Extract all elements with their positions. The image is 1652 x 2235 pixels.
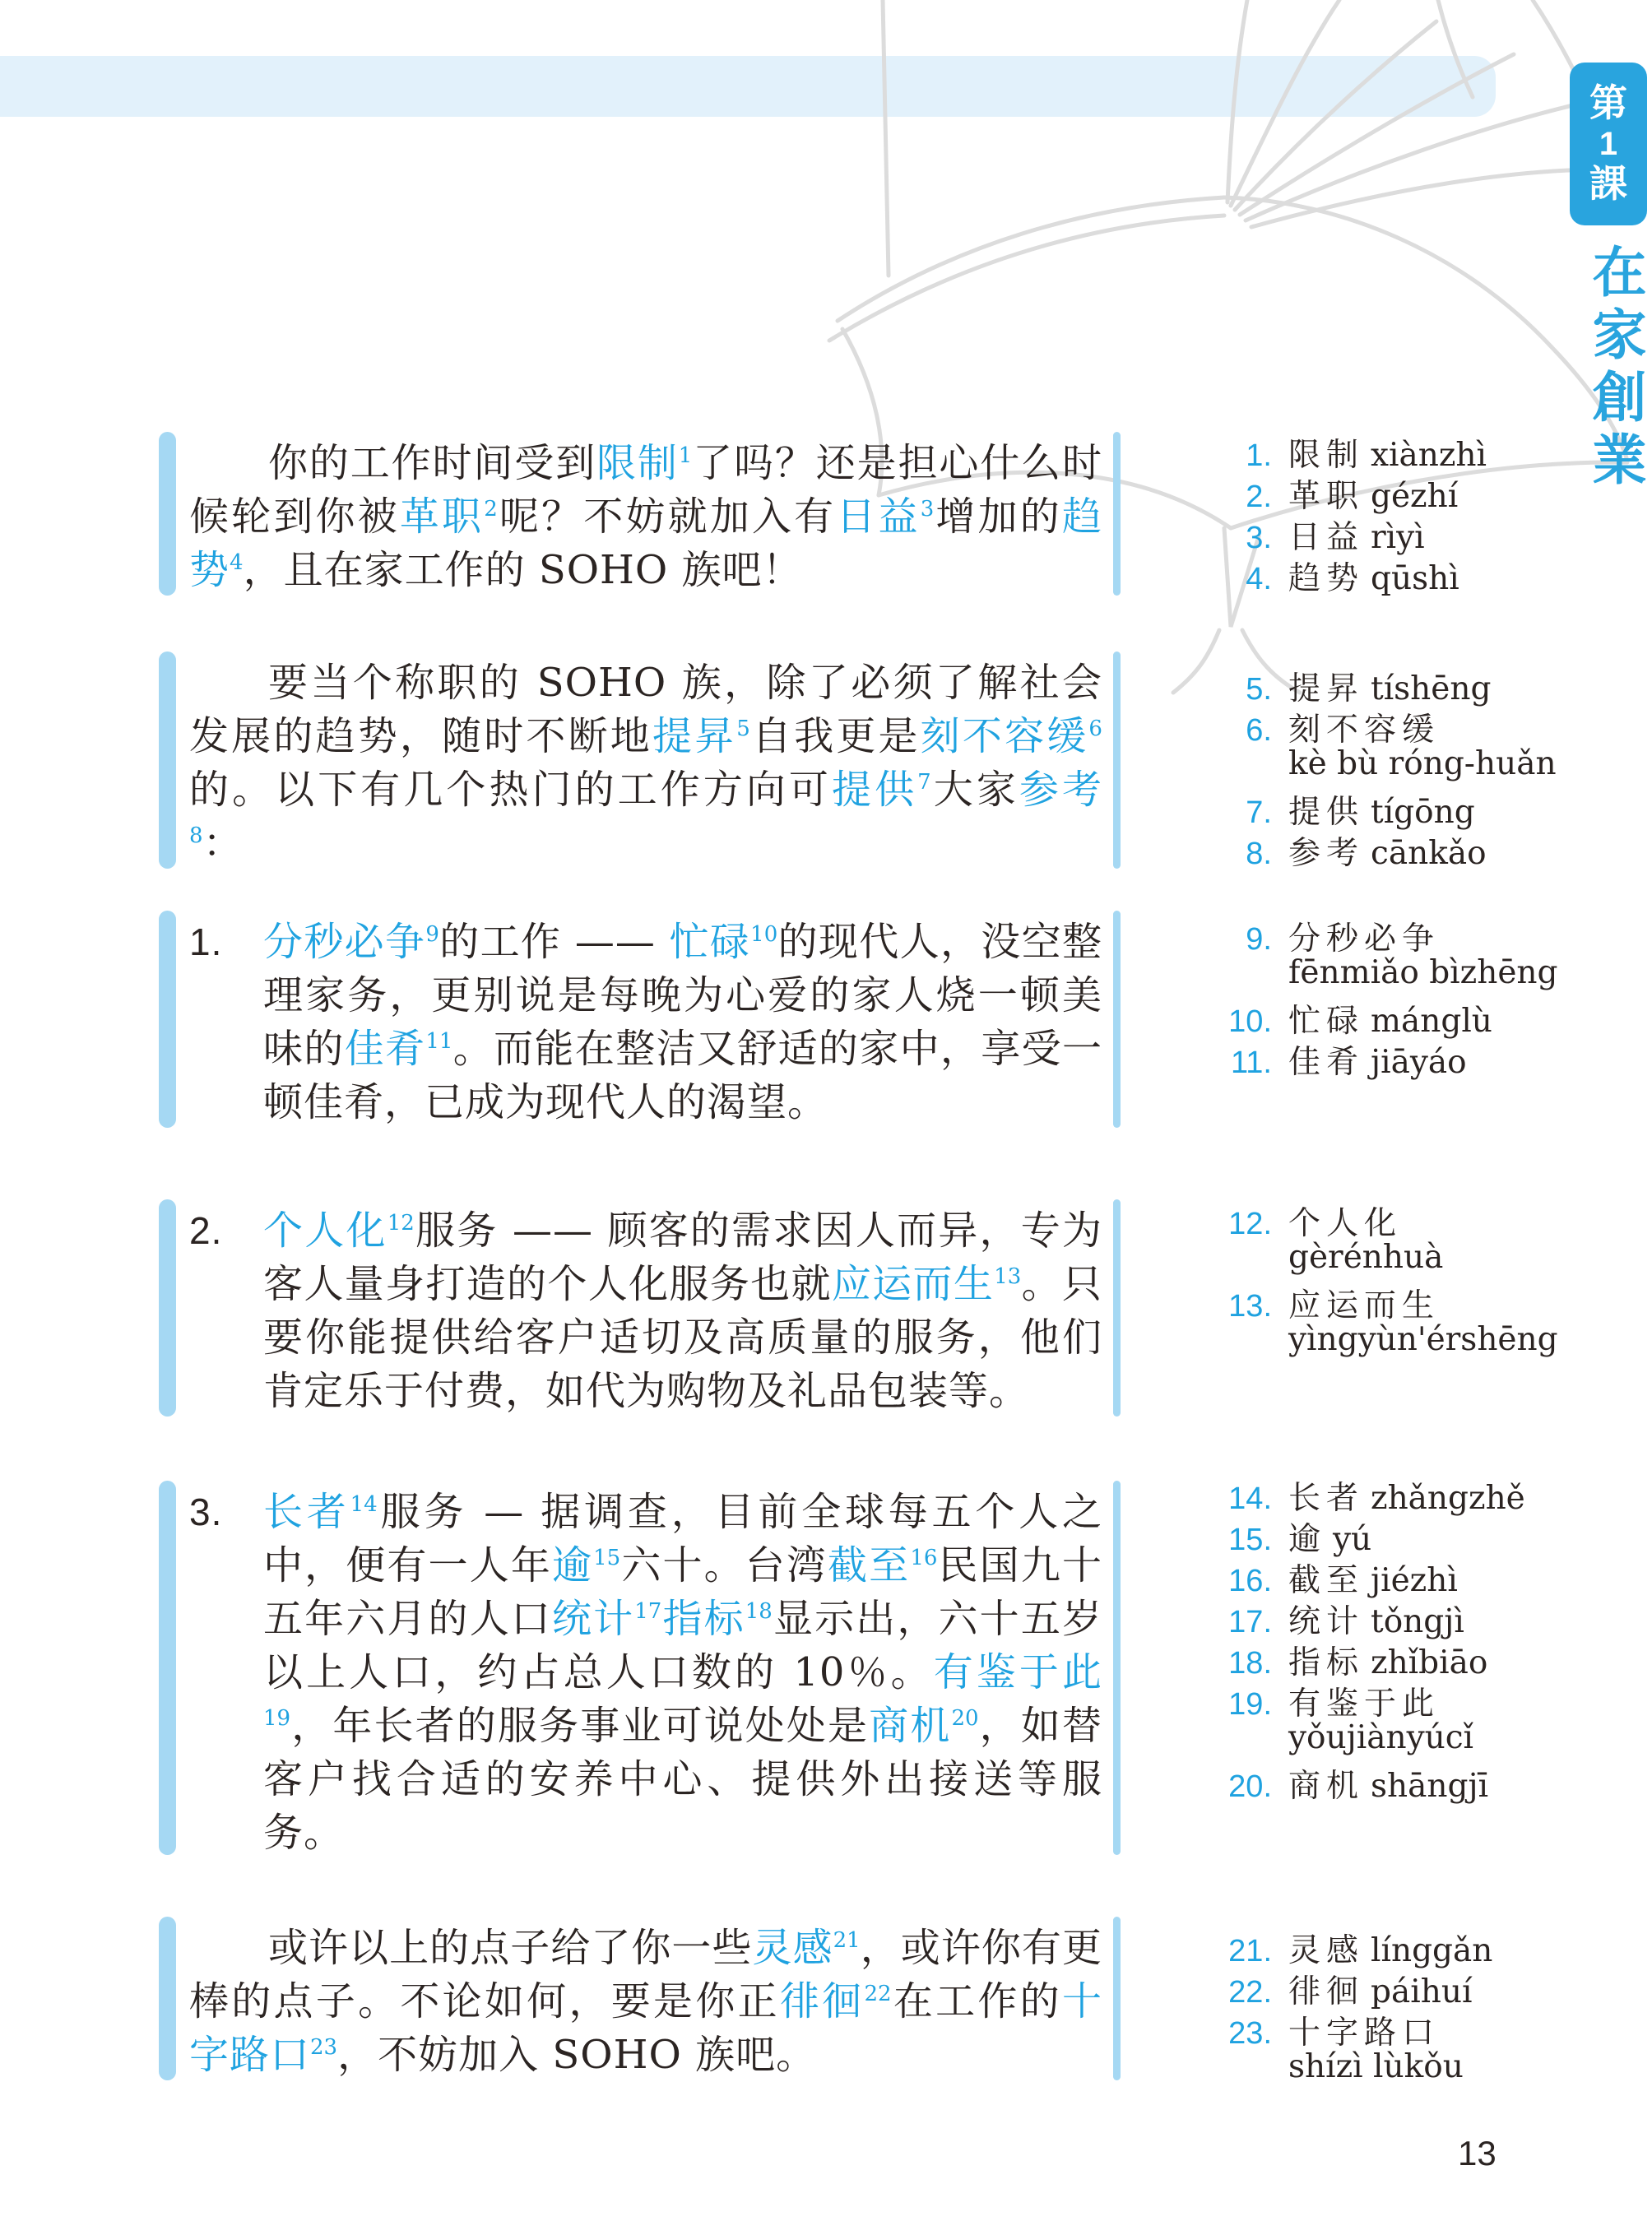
vocab-ref-superscript: 11 bbox=[425, 1029, 453, 1054]
vocab-entry-pinyin: shízì lùkǒu bbox=[1288, 2048, 1464, 2085]
vocab-entry bbox=[1183, 471, 1644, 515]
vocab-entry-pinyin: rìyì bbox=[1371, 519, 1425, 556]
vocab-entry-pinyin: zhǎngzhě bbox=[1371, 1480, 1525, 1517]
highlighted-vocab-term: 长者 bbox=[263, 1489, 350, 1535]
body-text: ，或许你有更棒的点子。不论如何，要是你正 bbox=[189, 1925, 1102, 2024]
vocab-ref-superscript: 3 bbox=[920, 497, 935, 522]
highlighted-vocab-term: 个人化 bbox=[263, 1208, 387, 1254]
paragraph-left-bar bbox=[159, 911, 176, 1128]
vocab-ref-superscript: 15 bbox=[593, 1546, 621, 1570]
body-text: ，年长者的服务事业可说处处是 bbox=[290, 1703, 870, 1749]
vocab-ref-superscript: 12 bbox=[387, 1211, 415, 1236]
vocab-entry-hanzi: 革职 bbox=[1288, 478, 1365, 515]
vocab-entry bbox=[1183, 553, 1644, 597]
highlighted-vocab-term: 应运而生 bbox=[831, 1261, 995, 1307]
vocab-entry-hanzi: 有鉴于此 bbox=[1288, 1686, 1441, 1723]
vocab-entry-pinyin: mánglù bbox=[1371, 1003, 1492, 1040]
vocab-ref-superscript: 2 bbox=[484, 497, 498, 522]
vocab-entry-hanzi: 徘徊 bbox=[1288, 1973, 1365, 2010]
vocab-entry-pinyin-line bbox=[1183, 745, 1644, 786]
vocab-entry bbox=[1183, 828, 1644, 872]
paragraph-block-2 bbox=[159, 650, 1121, 875]
vocab-entry-pinyin-line bbox=[1183, 2048, 1644, 2089]
vocab-ref-superscript: 1 bbox=[678, 443, 693, 468]
vocab-entry-number: 21. bbox=[1228, 1934, 1272, 1968]
vocab-entry-pinyin: tǒngjì bbox=[1371, 1603, 1464, 1640]
vocab-entry-pinyin: páihuí bbox=[1371, 1973, 1473, 2010]
lesson-tab bbox=[1570, 63, 1647, 225]
vocab-entry-number: 19. bbox=[1228, 1687, 1272, 1722]
body-text: 呢？不妨就加入有 bbox=[497, 494, 837, 540]
paragraph-left-bar bbox=[159, 1481, 176, 1855]
highlighted-vocab-term: 指标 bbox=[661, 1596, 745, 1642]
list-item-number: 3. bbox=[189, 1491, 223, 1533]
vocab-ref-superscript: 20 bbox=[951, 1706, 979, 1731]
vocab-entry bbox=[1183, 995, 1644, 1040]
vocab-entry-pinyin: gézhí bbox=[1371, 478, 1459, 515]
highlighted-vocab-term: 参考 bbox=[1019, 767, 1102, 813]
highlighted-vocab-term: 徘徊 bbox=[779, 1978, 865, 2024]
paragraph-right-rule bbox=[1113, 1481, 1121, 1855]
vocab-entry-hanzi: 分秒必争 bbox=[1288, 920, 1441, 958]
vocab-entry-number: 2. bbox=[1246, 480, 1272, 514]
vocab-entry-hanzi: 应运而生 bbox=[1288, 1287, 1441, 1324]
vocab-ref-superscript: 19 bbox=[263, 1706, 291, 1731]
vocab-group-5 bbox=[1183, 1472, 1644, 1805]
highlighted-vocab-term: 提昇 bbox=[652, 713, 737, 759]
vocab-entry-hanzi: 提供 bbox=[1288, 794, 1365, 831]
paragraph-right-rule bbox=[1113, 1199, 1121, 1417]
vocab-entry-hanzi: 灵感 bbox=[1288, 1932, 1365, 1969]
vocab-entry-hanzi: 佳肴 bbox=[1288, 1044, 1365, 1081]
body-text: 。而能在整洁又舒适的家中，享受一顿佳肴，已成为现代人的渴望。 bbox=[263, 1026, 1102, 1125]
vocab-entry-number: 11. bbox=[1230, 1046, 1272, 1080]
vocab-entry bbox=[1183, 1280, 1644, 1324]
vocab-ref-superscript: 22 bbox=[864, 1982, 892, 2006]
list-item-block-1 bbox=[159, 909, 1121, 1134]
highlighted-vocab-term: 截至 bbox=[828, 1542, 911, 1588]
vocab-entry bbox=[1183, 512, 1644, 556]
vocab-entry-pinyin-line bbox=[1183, 1239, 1644, 1280]
paragraph-right-rule bbox=[1113, 651, 1121, 869]
vocab-ref-superscript: 13 bbox=[994, 1264, 1022, 1289]
vocab-entry-number: 12. bbox=[1228, 1207, 1272, 1241]
vocab-entry-number: 18. bbox=[1228, 1646, 1272, 1681]
vocab-entry bbox=[1183, 704, 1644, 749]
highlighted-vocab-term: 革职 bbox=[399, 494, 485, 540]
vocab-entry bbox=[1183, 429, 1644, 474]
body-text: 的工作 —— bbox=[439, 919, 670, 965]
lesson-tab-number: 1 bbox=[1599, 126, 1618, 162]
body-text: 要当个称职的 SOHO 族，除了必须了解社会发展的趋势，随时不断地 bbox=[189, 660, 1102, 759]
paragraph-left-bar bbox=[159, 1917, 176, 2080]
list-item-text bbox=[263, 1486, 1102, 1860]
vocab-entry bbox=[1183, 786, 1644, 831]
vocab-entry-pinyin-line bbox=[1183, 1719, 1644, 1760]
vocab-entry bbox=[1183, 1514, 1644, 1558]
vocab-group-3 bbox=[1183, 913, 1644, 1081]
body-text: 大家 bbox=[930, 767, 1019, 813]
paragraph-left-bar bbox=[159, 432, 176, 596]
vocab-entry-hanzi: 商机 bbox=[1288, 1768, 1365, 1805]
body-text: 民国九十五年六月的人口 bbox=[263, 1542, 1102, 1642]
paragraph-left-bar bbox=[159, 651, 176, 869]
vocab-entry-pinyin: kè bù róng-huǎn bbox=[1288, 745, 1557, 782]
vocab-entry-number: 1. bbox=[1246, 438, 1272, 473]
paragraph-text bbox=[189, 650, 1102, 870]
vocab-entry-hanzi: 限制 bbox=[1288, 437, 1365, 474]
vocab-entry-pinyin: tíshēng bbox=[1371, 670, 1492, 707]
vocab-entry-number: 22. bbox=[1228, 1975, 1272, 2010]
highlighted-vocab-term: 灵感 bbox=[752, 1925, 833, 1971]
vocab-ref-superscript: 16 bbox=[910, 1546, 938, 1570]
highlighted-vocab-term: 忙碌 bbox=[669, 919, 751, 965]
list-item-text bbox=[263, 1204, 1102, 1418]
vocab-ref-superscript: 21 bbox=[833, 1928, 861, 1953]
vocab-ref-superscript: 14 bbox=[350, 1492, 378, 1517]
body-text: 服务 —— 顾客的需求因人而异，专为客人量身打造的个人化服务也就 bbox=[263, 1208, 1102, 1307]
vocab-ref-superscript: 4 bbox=[230, 550, 244, 575]
body-text: 了吗？还是担心什么时候轮到你被 bbox=[189, 440, 1102, 540]
highlighted-vocab-term: 刻不容缓 bbox=[920, 713, 1089, 759]
vocab-entry-pinyin: yú bbox=[1333, 1521, 1372, 1558]
highlighted-vocab-term: 分秒必争 bbox=[263, 919, 426, 965]
vocab-entry-pinyin: jiézhì bbox=[1371, 1562, 1458, 1599]
vocab-entry-number: 5. bbox=[1246, 672, 1272, 707]
vocab-group-4 bbox=[1183, 1198, 1644, 1362]
vocab-entry-number: 9. bbox=[1246, 922, 1272, 957]
vocab-entry-hanzi: 趋势 bbox=[1288, 560, 1365, 597]
vocab-entry bbox=[1183, 1760, 1644, 1805]
vocab-entry-hanzi: 提昇 bbox=[1288, 670, 1365, 707]
vocab-entry-pinyin-line bbox=[1183, 954, 1644, 995]
vocab-entry bbox=[1183, 1198, 1644, 1242]
vocab-ref-superscript: 8 bbox=[189, 823, 203, 848]
paragraph-right-rule bbox=[1113, 1917, 1121, 2080]
vocab-entry-pinyin: gèrénhuà bbox=[1288, 1239, 1444, 1276]
vocab-ref-superscript: 5 bbox=[736, 716, 750, 741]
open-book-sketch bbox=[678, 0, 1652, 724]
list-item-block-2 bbox=[159, 1198, 1121, 1423]
vocab-entry-hanzi: 逾 bbox=[1288, 1521, 1327, 1558]
vocab-entry-hanzi: 十字路口 bbox=[1288, 2015, 1441, 2052]
vocab-entry-number: 14. bbox=[1228, 1481, 1272, 1516]
vocab-entry-hanzi: 指标 bbox=[1288, 1644, 1365, 1681]
highlighted-vocab-term: 佳肴 bbox=[344, 1026, 426, 1072]
vocab-entry bbox=[1183, 913, 1644, 958]
body-text: 六十。台湾 bbox=[620, 1542, 828, 1588]
vocab-group-1 bbox=[1183, 429, 1644, 597]
vocab-entry-number: 13. bbox=[1228, 1289, 1272, 1324]
vocab-ref-superscript: 7 bbox=[917, 770, 931, 795]
vocab-entry-pinyin: tígōng bbox=[1371, 794, 1475, 831]
vocab-entry-hanzi: 参考 bbox=[1288, 835, 1365, 872]
highlighted-vocab-term: 日益 bbox=[836, 494, 921, 540]
vocab-entry-pinyin: cānkǎo bbox=[1371, 835, 1487, 872]
list-item-number: 2. bbox=[189, 1209, 223, 1252]
body-text: ，不妨加入 SOHO 族吧。 bbox=[337, 2032, 817, 2078]
lesson-title-vertical: 在家創業 bbox=[1585, 243, 1645, 494]
highlighted-vocab-term: 趋势 bbox=[189, 494, 1102, 593]
vocab-entry bbox=[1183, 1472, 1644, 1517]
body-text: 增加的 bbox=[934, 494, 1062, 540]
vocab-ref-superscript: 23 bbox=[310, 2035, 338, 2060]
body-text: 自我更是 bbox=[749, 713, 921, 759]
vocab-group-2 bbox=[1183, 663, 1644, 872]
highlighted-vocab-term: 提供 bbox=[832, 767, 918, 813]
vocab-entry bbox=[1183, 1966, 1644, 2010]
vocab-entry-pinyin-line bbox=[1183, 1321, 1644, 1362]
vocab-entry-hanzi: 刻不容缓 bbox=[1288, 712, 1441, 749]
vocab-entry-number: 7. bbox=[1246, 795, 1272, 830]
vocab-entry-number: 20. bbox=[1228, 1769, 1272, 1804]
paragraph-block-1 bbox=[159, 430, 1121, 602]
body-text: ，且在家工作的 SOHO 族吧！ bbox=[243, 547, 803, 593]
vocab-entry-hanzi: 截至 bbox=[1288, 1562, 1365, 1599]
highlighted-vocab-term: 逾 bbox=[551, 1542, 594, 1588]
vocab-group-6 bbox=[1183, 1925, 1644, 2089]
vocab-entry bbox=[1183, 1555, 1644, 1599]
paragraph-block-3 bbox=[159, 1915, 1121, 2087]
vocab-ref-superscript: 6 bbox=[1088, 716, 1102, 741]
body-text: 显示出，六十五岁以上人口，约占总人口数的 10％。 bbox=[263, 1596, 1102, 1695]
vocab-entry-pinyin: yìngyùn'érshēng bbox=[1288, 1321, 1558, 1358]
list-item-block-3 bbox=[159, 1479, 1121, 1862]
body-text: 你的工作时间受到 bbox=[268, 440, 596, 486]
body-text: 的。以下有几个热门的工作方向可 bbox=[189, 767, 832, 813]
body-text: 。只要你能提供给客户适切及高质量的服务，他们肯定乐于付费，如代为购物及礼品包装等。 bbox=[263, 1261, 1102, 1414]
vocab-entry-number: 15. bbox=[1228, 1523, 1272, 1557]
paragraph-right-rule bbox=[1113, 911, 1121, 1128]
vocab-entry-number: 4. bbox=[1246, 562, 1272, 596]
paragraph-text bbox=[189, 430, 1102, 597]
list-item-text bbox=[263, 916, 1102, 1129]
paragraph-text bbox=[189, 1915, 1102, 2082]
highlighted-vocab-term: 限制 bbox=[596, 440, 679, 486]
vocab-entry-number: 10. bbox=[1228, 1004, 1272, 1039]
vocab-entry-pinyin: yǒujiànyúcǐ bbox=[1288, 1719, 1474, 1756]
paragraph-left-bar bbox=[159, 1199, 176, 1417]
vocab-entry-pinyin: jiāyáo bbox=[1371, 1044, 1467, 1081]
body-text: ，如替客户找合适的安养中心、提供外出接送等服务。 bbox=[263, 1703, 1102, 1856]
vocab-entry bbox=[1183, 1637, 1644, 1681]
vocab-entry-pinyin: línggǎn bbox=[1371, 1932, 1493, 1969]
vocab-entry-hanzi: 个人化 bbox=[1288, 1205, 1403, 1242]
vocab-ref-superscript: 17 bbox=[634, 1599, 662, 1624]
body-text: 服务 — 据调查，目前全球每五个人之中，便有一人年 bbox=[263, 1489, 1102, 1588]
lesson-tab-char-top: 第 bbox=[1589, 81, 1627, 125]
page-number: 13 bbox=[1458, 2134, 1497, 2172]
vocab-entry bbox=[1183, 1925, 1644, 1969]
body-text: 或许以上的点子给了你一些 bbox=[268, 1925, 753, 1971]
vocab-entry-hanzi: 忙碌 bbox=[1288, 1003, 1365, 1040]
vocab-entry bbox=[1183, 663, 1644, 707]
vocab-entry-hanzi: 长者 bbox=[1288, 1480, 1365, 1517]
highlighted-vocab-term: 统计 bbox=[551, 1596, 635, 1642]
highlighted-vocab-term: 有鉴于此 bbox=[933, 1649, 1102, 1695]
vocab-entry-pinyin: shāngjī bbox=[1371, 1768, 1489, 1805]
vocab-entry-number: 8. bbox=[1246, 837, 1272, 871]
vocab-entry-number: 23. bbox=[1228, 2016, 1272, 2051]
body-text: 的现代人，没空整理家务，更别说是每晚为心爱的家人烧一顿美味的 bbox=[263, 919, 1102, 1072]
highlighted-vocab-term: 商机 bbox=[869, 1703, 952, 1749]
body-text: ： bbox=[202, 820, 244, 866]
vocab-entry bbox=[1183, 1036, 1644, 1081]
vocab-ref-superscript: 10 bbox=[750, 922, 778, 947]
vocab-entry-number: 6. bbox=[1246, 713, 1272, 748]
highlighted-vocab-term: 十字路口 bbox=[189, 1978, 1102, 2078]
vocab-entry bbox=[1183, 2007, 1644, 2052]
vocab-entry-pinyin: qūshì bbox=[1371, 560, 1459, 597]
vocab-ref-superscript: 18 bbox=[745, 1599, 773, 1624]
vocab-entry-pinyin: fēnmiǎo bìzhēng bbox=[1288, 954, 1558, 991]
vocab-entry-pinyin: zhǐbiāo bbox=[1371, 1644, 1488, 1681]
lesson-tab-char-bottom: 課 bbox=[1589, 162, 1627, 205]
vocab-entry bbox=[1183, 1678, 1644, 1723]
vocab-ref-superscript: 9 bbox=[425, 922, 439, 947]
vocab-entry-hanzi: 统计 bbox=[1288, 1603, 1365, 1640]
body-text: 在工作的 bbox=[891, 1978, 1062, 2024]
vocab-entry-pinyin: xiànzhì bbox=[1371, 437, 1487, 474]
paragraph-right-rule bbox=[1113, 432, 1121, 596]
vocab-entry-number: 16. bbox=[1228, 1564, 1272, 1598]
list-item-number: 1. bbox=[189, 920, 223, 963]
vocab-entry bbox=[1183, 1596, 1644, 1640]
vocab-entry-hanzi: 日益 bbox=[1288, 519, 1365, 556]
vocab-entry-number: 17. bbox=[1228, 1605, 1272, 1639]
vocab-entry-number: 3. bbox=[1246, 521, 1272, 555]
